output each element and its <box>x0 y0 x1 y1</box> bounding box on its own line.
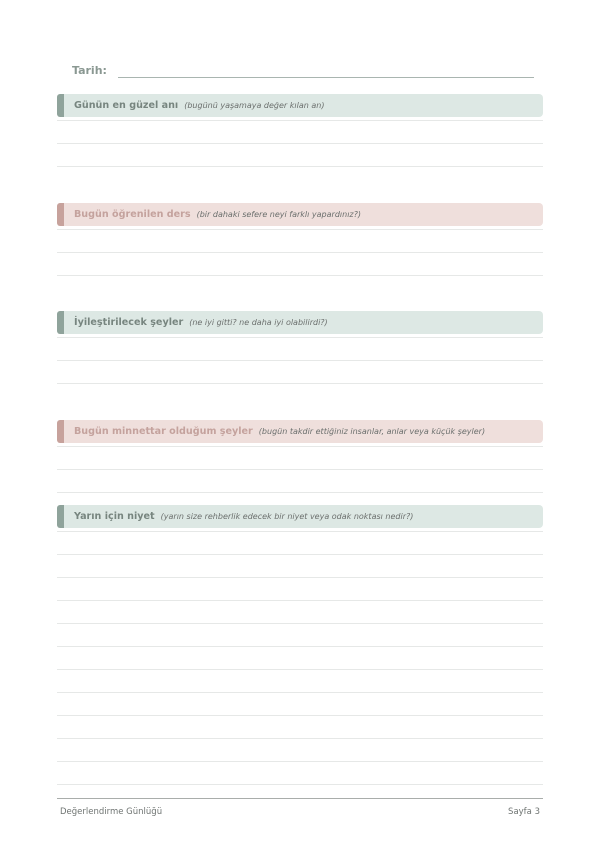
writing-line[interactable] <box>57 253 543 276</box>
date-input-line[interactable] <box>118 77 534 78</box>
section-hint: (bugün takdir ettiğiniz insanlar, anlar veya küçük şeyler) <box>258 427 486 436</box>
writing-lines[interactable] <box>57 528 543 785</box>
section-title: Bugün minnettar olduğum şeyler <box>74 426 253 437</box>
writing-line[interactable] <box>57 230 543 253</box>
section-hint: (ne iyi gitti? ne daha iyi olabilirdi?) <box>189 318 328 327</box>
writing-line[interactable] <box>57 447 543 470</box>
writing-line[interactable] <box>57 601 543 624</box>
writing-line[interactable] <box>57 578 543 601</box>
writing-line[interactable] <box>57 693 543 716</box>
writing-lines[interactable] <box>57 443 543 493</box>
section-accent-bar <box>57 420 64 443</box>
section-hint: (yarın size rehberlik edecek bir niyet veya odak noktası nedir?) <box>160 512 414 521</box>
date-row <box>72 62 534 82</box>
writing-line[interactable] <box>57 361 543 384</box>
section-accent-bar <box>57 505 64 528</box>
section-header <box>57 311 543 334</box>
writing-line[interactable] <box>57 555 543 578</box>
section-title: İyileştirilecek şeyler <box>74 317 184 328</box>
section-title: Günün en güzel anı <box>74 100 179 111</box>
section-title: Yarın için niyet <box>74 511 155 522</box>
writing-line[interactable] <box>57 647 543 670</box>
section-accent-bar <box>57 203 64 226</box>
section-header <box>57 505 543 528</box>
date-label: Tarih: <box>72 64 107 77</box>
writing-lines[interactable] <box>57 334 543 384</box>
section-hint: (bugünü yaşamaya değer kılan an) <box>184 101 325 110</box>
section-title: Bugün öğrenilen ders <box>74 209 191 220</box>
footer-journal-title: Değerlendirme Günlüğü <box>60 807 163 817</box>
writing-line[interactable] <box>57 470 543 493</box>
writing-line[interactable] <box>57 716 543 739</box>
writing-line[interactable] <box>57 121 543 144</box>
writing-line[interactable] <box>57 739 543 762</box>
section-accent-bar <box>57 94 64 117</box>
section-improvements <box>57 311 543 384</box>
writing-lines[interactable] <box>57 117 543 167</box>
section-tomorrow-intention <box>57 505 543 785</box>
section-gratitude <box>57 420 543 493</box>
section-header <box>57 203 543 226</box>
writing-line[interactable] <box>57 762 543 785</box>
writing-line[interactable] <box>57 532 543 555</box>
section-header <box>57 94 543 117</box>
writing-lines[interactable] <box>57 226 543 276</box>
page-footer <box>57 798 543 817</box>
section-header <box>57 420 543 443</box>
writing-line[interactable] <box>57 624 543 647</box>
writing-line[interactable] <box>57 144 543 167</box>
section-hint: (bir dahaki sefere neyi farklı yapardınız?) <box>196 210 361 219</box>
section-best-moment <box>57 94 543 167</box>
section-accent-bar <box>57 311 64 334</box>
writing-line[interactable] <box>57 670 543 693</box>
writing-line[interactable] <box>57 338 543 361</box>
section-lesson-learned <box>57 203 543 276</box>
footer-page-number: Sayfa 3 <box>508 807 540 817</box>
